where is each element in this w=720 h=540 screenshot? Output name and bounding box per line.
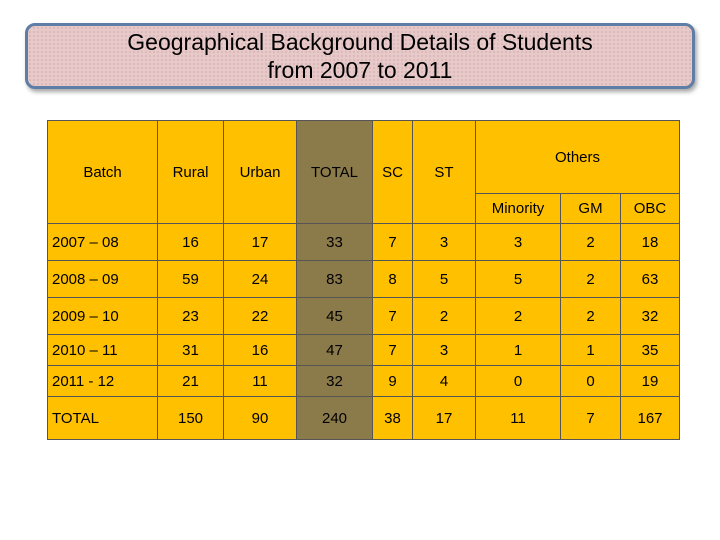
cell-batch: 2010 – 11 [48,335,158,366]
cell-total: 47 [297,335,373,366]
cell-minority: 1 [476,335,561,366]
cell-rural: 16 [158,224,224,261]
header-sc: SC [373,121,413,224]
header-total: TOTAL [297,121,373,224]
header-minority: Minority [476,194,561,224]
cell-gm: 0 [561,366,621,397]
title-line-2: from 2007 to 2011 [267,57,453,83]
cell-urban: 90 [224,397,297,440]
cell-sc: 38 [373,397,413,440]
cell-st: 3 [413,224,476,261]
header-obc: OBC [621,194,680,224]
header-urban: Urban [224,121,297,224]
header-batch: Batch [48,121,158,224]
cell-total: 32 [297,366,373,397]
cell-obc: 35 [621,335,680,366]
cell-batch: TOTAL [48,397,158,440]
title-line-1: Geographical Background Details of Students [127,29,593,55]
cell-minority: 3 [476,224,561,261]
table-total-row [48,397,680,440]
cell-rural: 150 [158,397,224,440]
header-row [48,121,680,194]
title-banner [25,23,695,89]
cell-total: 33 [297,224,373,261]
header-st: ST [413,121,476,224]
cell-st: 4 [413,366,476,397]
cell-total: 45 [297,298,373,335]
cell-st: 5 [413,261,476,298]
cell-minority: 0 [476,366,561,397]
cell-batch: 2011 - 12 [48,366,158,397]
header-others: Others [476,121,680,194]
cell-gm: 7 [561,397,621,440]
cell-obc: 18 [621,224,680,261]
header-gm: GM [561,194,621,224]
cell-minority: 11 [476,397,561,440]
cell-gm: 2 [561,298,621,335]
cell-urban: 11 [224,366,297,397]
cell-sc: 7 [373,335,413,366]
cell-total: 240 [297,397,373,440]
cell-sc: 7 [373,298,413,335]
cell-batch: 2008 – 09 [48,261,158,298]
cell-st: 17 [413,397,476,440]
cell-urban: 24 [224,261,297,298]
cell-rural: 21 [158,366,224,397]
cell-obc: 63 [621,261,680,298]
cell-obc: 167 [621,397,680,440]
cell-obc: 32 [621,298,680,335]
cell-total: 83 [297,261,373,298]
cell-rural: 23 [158,298,224,335]
cell-urban: 16 [224,335,297,366]
cell-gm: 1 [561,335,621,366]
cell-sc: 9 [373,366,413,397]
cell-sc: 7 [373,224,413,261]
cell-obc: 19 [621,366,680,397]
cell-urban: 17 [224,224,297,261]
cell-sc: 8 [373,261,413,298]
cell-rural: 59 [158,261,224,298]
cell-st: 3 [413,335,476,366]
cell-batch: 2009 – 10 [48,298,158,335]
cell-minority: 2 [476,298,561,335]
cell-batch: 2007 – 08 [48,224,158,261]
student-background-table [47,120,680,440]
table-row [48,224,680,261]
table-row [48,366,680,397]
header-rural: Rural [158,121,224,224]
cell-gm: 2 [561,261,621,298]
cell-rural: 31 [158,335,224,366]
table-row [48,261,680,298]
table-row [48,298,680,335]
cell-minority: 5 [476,261,561,298]
cell-st: 2 [413,298,476,335]
cell-urban: 22 [224,298,297,335]
cell-gm: 2 [561,224,621,261]
table-row [48,335,680,366]
